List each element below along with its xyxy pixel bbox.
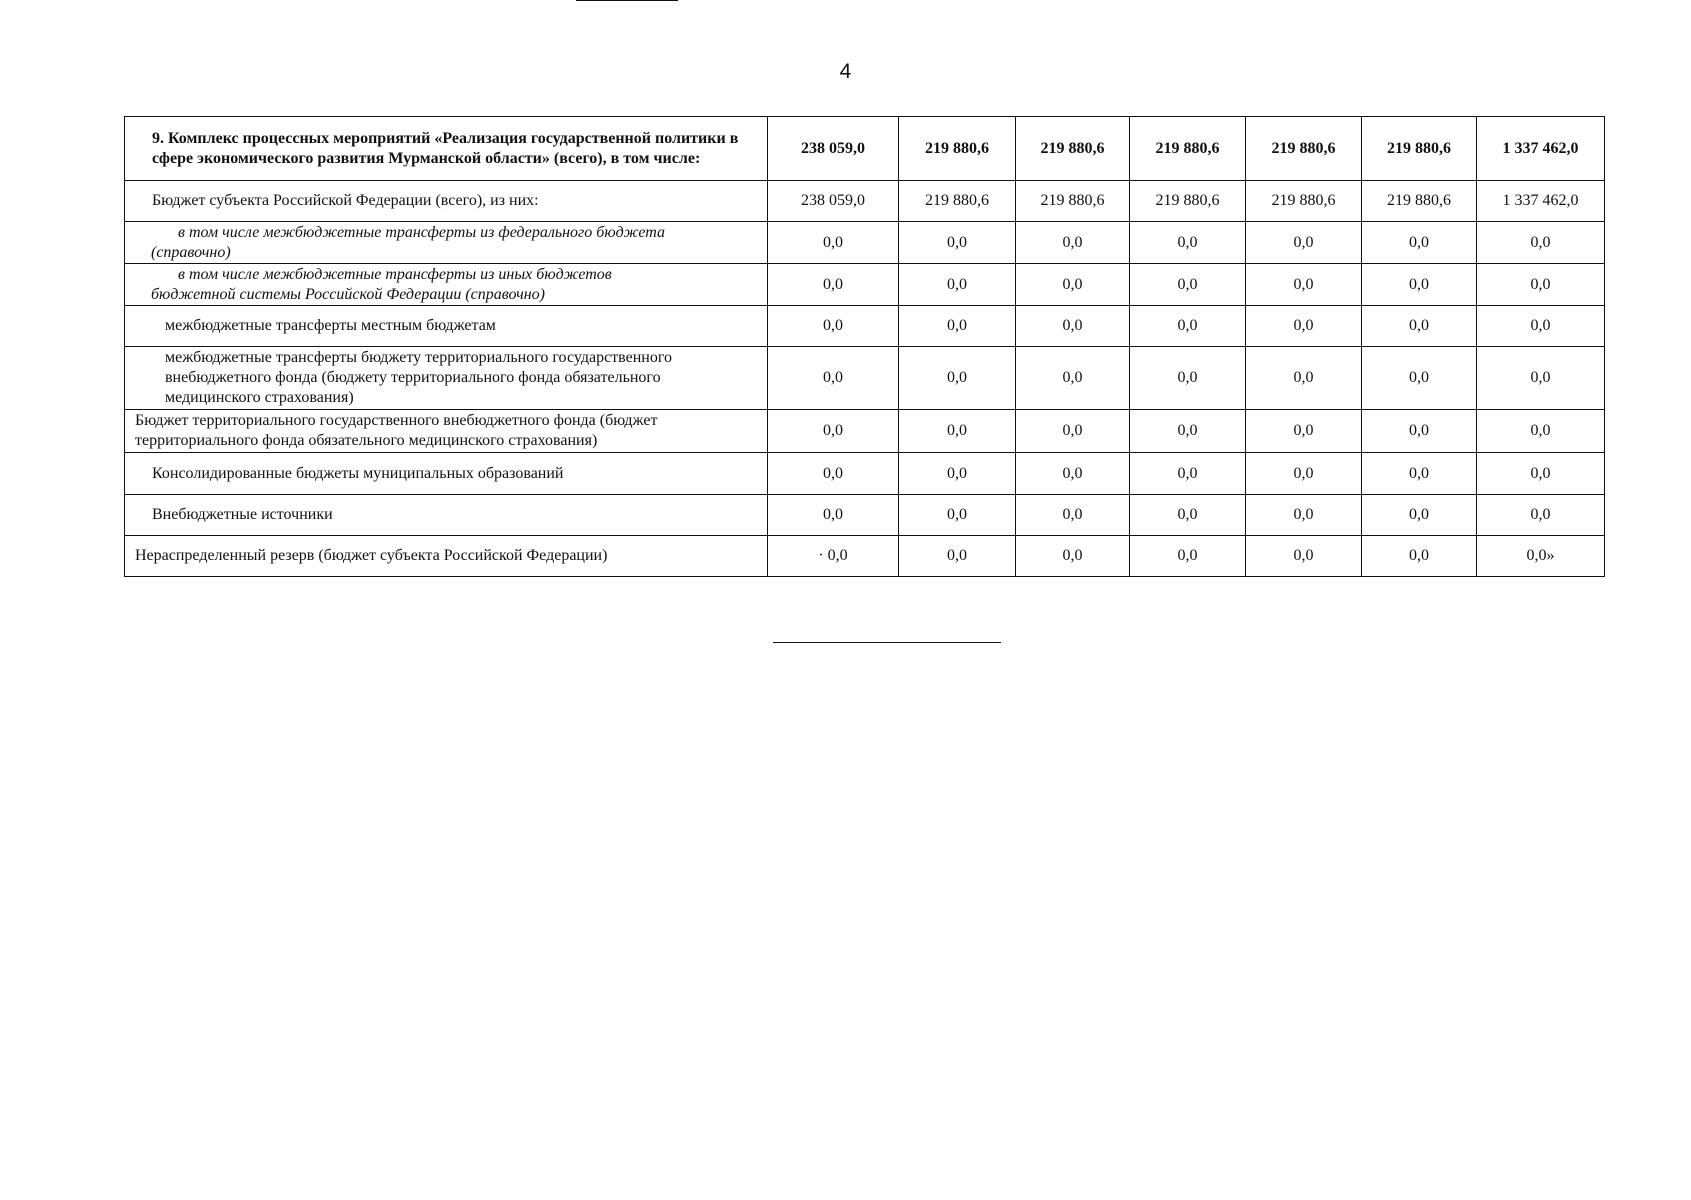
value-cell: 0,0 [1130,222,1246,264]
value-cell: 0,0 [1016,495,1130,536]
table-row [125,536,1605,577]
total-cell: 0,0» [1477,536,1605,577]
value-cell: 0,0 [1246,495,1362,536]
value-cell: 219 880,6 [899,117,1016,181]
value-cell: 0,0 [768,347,899,410]
end-of-document-rule [773,642,1001,643]
value-cell: 0,0 [1130,495,1246,536]
value-cell: 0,0 [768,410,899,453]
value-cell: 0,0 [899,495,1016,536]
value-cell: 0,0 [1246,410,1362,453]
value-cell: 0,0 [1016,347,1130,410]
row-label: Бюджет субъекта Российской Федерации (всего), из них: [125,181,768,222]
total-cell: 0,0 [1477,410,1605,453]
value-cell: 0,0 [1362,222,1477,264]
table-row [125,306,1605,347]
value-cell: 0,0 [1246,347,1362,410]
table-row [125,181,1605,222]
value-cell: 0,0 [899,306,1016,347]
total-cell: 0,0 [1477,222,1605,264]
value-cell: 0,0 [1130,536,1246,577]
value-cell: 238 059,0 [768,181,899,222]
row-label-line: в том числе межбюджетные трансферты из федерального бюджета [178,223,666,241]
value-cell: 0,0 [1016,264,1130,306]
row-label-line: бюджетной системы Российской Федерации (справочно) [151,285,545,303]
total-cell: 0,0 [1477,453,1605,495]
value-cell: 238 059,0 [768,117,899,181]
row-label-line: в том числе межбюджетные трансферты из иных бюджетов [178,265,612,283]
value-cell: 219 880,6 [1016,117,1130,181]
row-label: межбюджетные трансферты бюджету территориального государственного внебюджетного фонда (бюджету территориального фонда обязательного медицинского страхования) [125,347,768,410]
value-cell: 0,0 [1130,306,1246,347]
value-cell: 0,0 [1362,264,1477,306]
table-row [125,117,1605,181]
row-label: межбюджетные трансферты местным бюджетам [125,306,768,347]
value-cell: 0,0 [1362,453,1477,495]
total-cell: 1 337 462,0 [1477,181,1605,222]
total-cell: 0,0 [1477,347,1605,410]
value-cell: 0,0 [768,222,899,264]
value-cell: 0,0 [1130,453,1246,495]
value-cell: 0,0 [1016,410,1130,453]
value-cell: 0,0 [899,453,1016,495]
row-label: Внебюджетные источники [125,495,768,536]
value-cell: 0,0 [1016,222,1130,264]
value-cell: 0,0 [1362,495,1477,536]
value-cell: 0,0 [1246,222,1362,264]
value-cell: 0,0 [1130,264,1246,306]
value-cell: 219 880,6 [1016,181,1130,222]
value-cell: 0,0 [1246,536,1362,577]
value-cell: 0,0 [1362,306,1477,347]
value-cell: 0,0 [1362,536,1477,577]
value-cell: 0,0 [899,410,1016,453]
value-cell: 0,0 [1246,306,1362,347]
value-cell: 219 880,6 [1246,117,1362,181]
value-cell: 0,0 [1130,347,1246,410]
value-cell: 219 880,6 [1362,117,1477,181]
value-cell: 219 880,6 [1130,181,1246,222]
value-cell: 0,0 [768,264,899,306]
value-cell: 0,0 [899,222,1016,264]
row-label [125,264,768,306]
value-cell: 0,0 [1362,410,1477,453]
top-edge-line [576,0,678,1]
value-cell: 0,0 [899,536,1016,577]
value-cell: 0,0 [899,264,1016,306]
row-label: Бюджет территориального государственного внебюджетного фонда (бюджет территориального фонда обязательного медицинского страхования) [125,410,768,453]
row-label-line: (справочно) [151,243,231,261]
row-label: 9. Комплекс процессных мероприятий «Реализация государственной политики в сфере экономического развития Мурманской области» (всего), в том числе: [125,117,768,181]
value-cell: 219 880,6 [899,181,1016,222]
value-cell: 0,0 [1362,347,1477,410]
value-cell: 0,0 [768,453,899,495]
table-row [125,495,1605,536]
row-label: Нераспределенный резерв (бюджет субъекта Российской Федерации) [125,536,768,577]
value-cell: 219 880,6 [1246,181,1362,222]
table-row [125,410,1605,453]
page-number: 4 [839,60,852,83]
value-cell: 0,0 [1130,410,1246,453]
total-cell: 1 337 462,0 [1477,117,1605,181]
total-cell: 0,0 [1477,306,1605,347]
financing-table [124,116,1605,577]
value-cell: 0,0 [768,306,899,347]
value-cell: 0,0 [1016,453,1130,495]
value-cell: · 0,0 [768,536,899,577]
value-cell: 219 880,6 [1130,117,1246,181]
row-label [125,222,768,264]
table-row [125,347,1605,410]
value-cell: 0,0 [1246,264,1362,306]
value-cell: 0,0 [1016,306,1130,347]
row-label: Консолидированные бюджеты муниципальных образований [125,453,768,495]
total-cell: 0,0 [1477,495,1605,536]
total-cell: 0,0 [1477,264,1605,306]
table-row [125,222,1605,264]
table-row [125,264,1605,306]
value-cell: 0,0 [899,347,1016,410]
table-row [125,453,1605,495]
value-cell: 0,0 [768,495,899,536]
value-cell: 0,0 [1246,453,1362,495]
value-cell: 219 880,6 [1362,181,1477,222]
value-cell: 0,0 [1016,536,1130,577]
